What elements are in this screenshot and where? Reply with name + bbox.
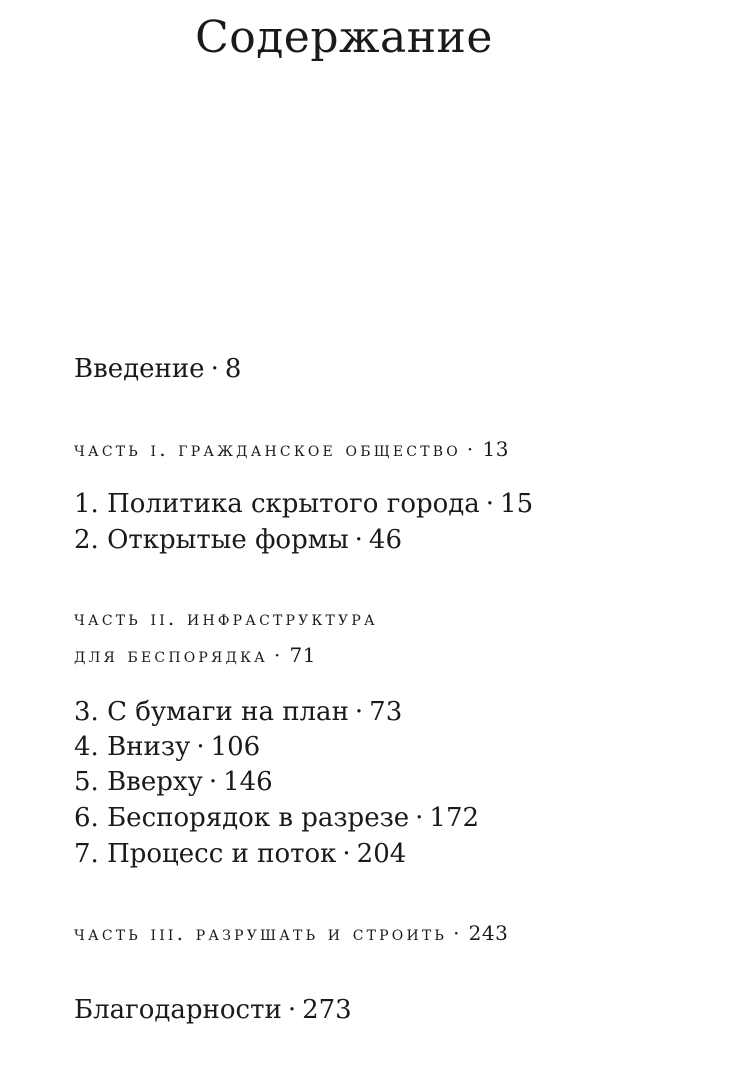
toc-entry-chapter-6	[74, 801, 479, 835]
toc-page-number: 13	[482, 437, 509, 461]
toc-page-number: 146	[223, 767, 273, 797]
toc-page-number: 15	[500, 489, 534, 519]
toc-part-2-heading-line-2	[74, 638, 316, 672]
toc-page-number: 204	[356, 839, 407, 869]
toc-separator: ·	[210, 354, 219, 384]
toc-entry-title: 3. С бумаги на план	[74, 697, 349, 727]
toc-separator: ·	[485, 489, 495, 519]
toc-part-2-heading-line-1	[74, 601, 378, 635]
toc-entry-title: 6. Беспорядок в разрезе	[74, 803, 410, 833]
toc-part-title: для беспорядка	[74, 643, 268, 667]
toc-page-number: 243	[468, 921, 509, 945]
toc-entry-title: 2. Открытые формы	[74, 525, 349, 555]
toc-page-number: 172	[429, 803, 480, 833]
toc-part-title: часть iii. разрушать и строить	[74, 921, 448, 945]
toc-separator: ·	[354, 697, 364, 727]
toc-page-number: 71	[289, 643, 316, 667]
toc-separator: ·	[273, 643, 284, 667]
toc-part-title: часть i. гражданское общество	[74, 437, 461, 461]
toc-entry-acknowledgements	[74, 993, 352, 1027]
toc-entry-title: 4. Внизу	[74, 732, 191, 762]
toc-entry-chapter-1	[74, 487, 533, 521]
toc-page-number: 273	[302, 995, 352, 1025]
toc-separator: ·	[287, 995, 297, 1025]
toc-entry-title: 7. Процесс и поток	[74, 839, 337, 869]
toc-entry-title: Введение	[74, 354, 205, 384]
toc-entry-chapter-2	[74, 523, 402, 557]
toc-page-number: 8	[224, 354, 242, 384]
toc-separator: ·	[466, 437, 477, 461]
toc-separator: ·	[415, 803, 424, 833]
toc-entry-title: 5. Вверху	[74, 767, 203, 797]
toc-separator: ·	[196, 732, 205, 762]
toc-page-number: 106	[210, 732, 261, 762]
toc-entry-introduction	[74, 352, 241, 386]
toc-separator: ·	[453, 921, 463, 945]
toc-entry-title: Благодарности	[74, 995, 282, 1025]
toc-entry-chapter-7	[74, 837, 406, 871]
toc-part-1-heading	[74, 432, 509, 466]
toc-entry-chapter-4	[74, 730, 260, 764]
toc-part-title: часть ii. инфраструктура	[74, 606, 378, 630]
toc-page-number: 73	[369, 697, 403, 727]
toc-entry-chapter-5	[74, 765, 273, 799]
toc-separator: ·	[208, 767, 218, 797]
page-title: Содержание	[195, 12, 493, 63]
toc-separator: ·	[342, 839, 351, 869]
toc-part-3-heading	[74, 916, 508, 950]
toc-separator: ·	[354, 525, 363, 555]
toc-entry-title: 1. Политика скрытого города	[74, 489, 480, 519]
toc-page-number: 46	[368, 525, 403, 555]
toc-entry-chapter-3	[74, 695, 402, 729]
